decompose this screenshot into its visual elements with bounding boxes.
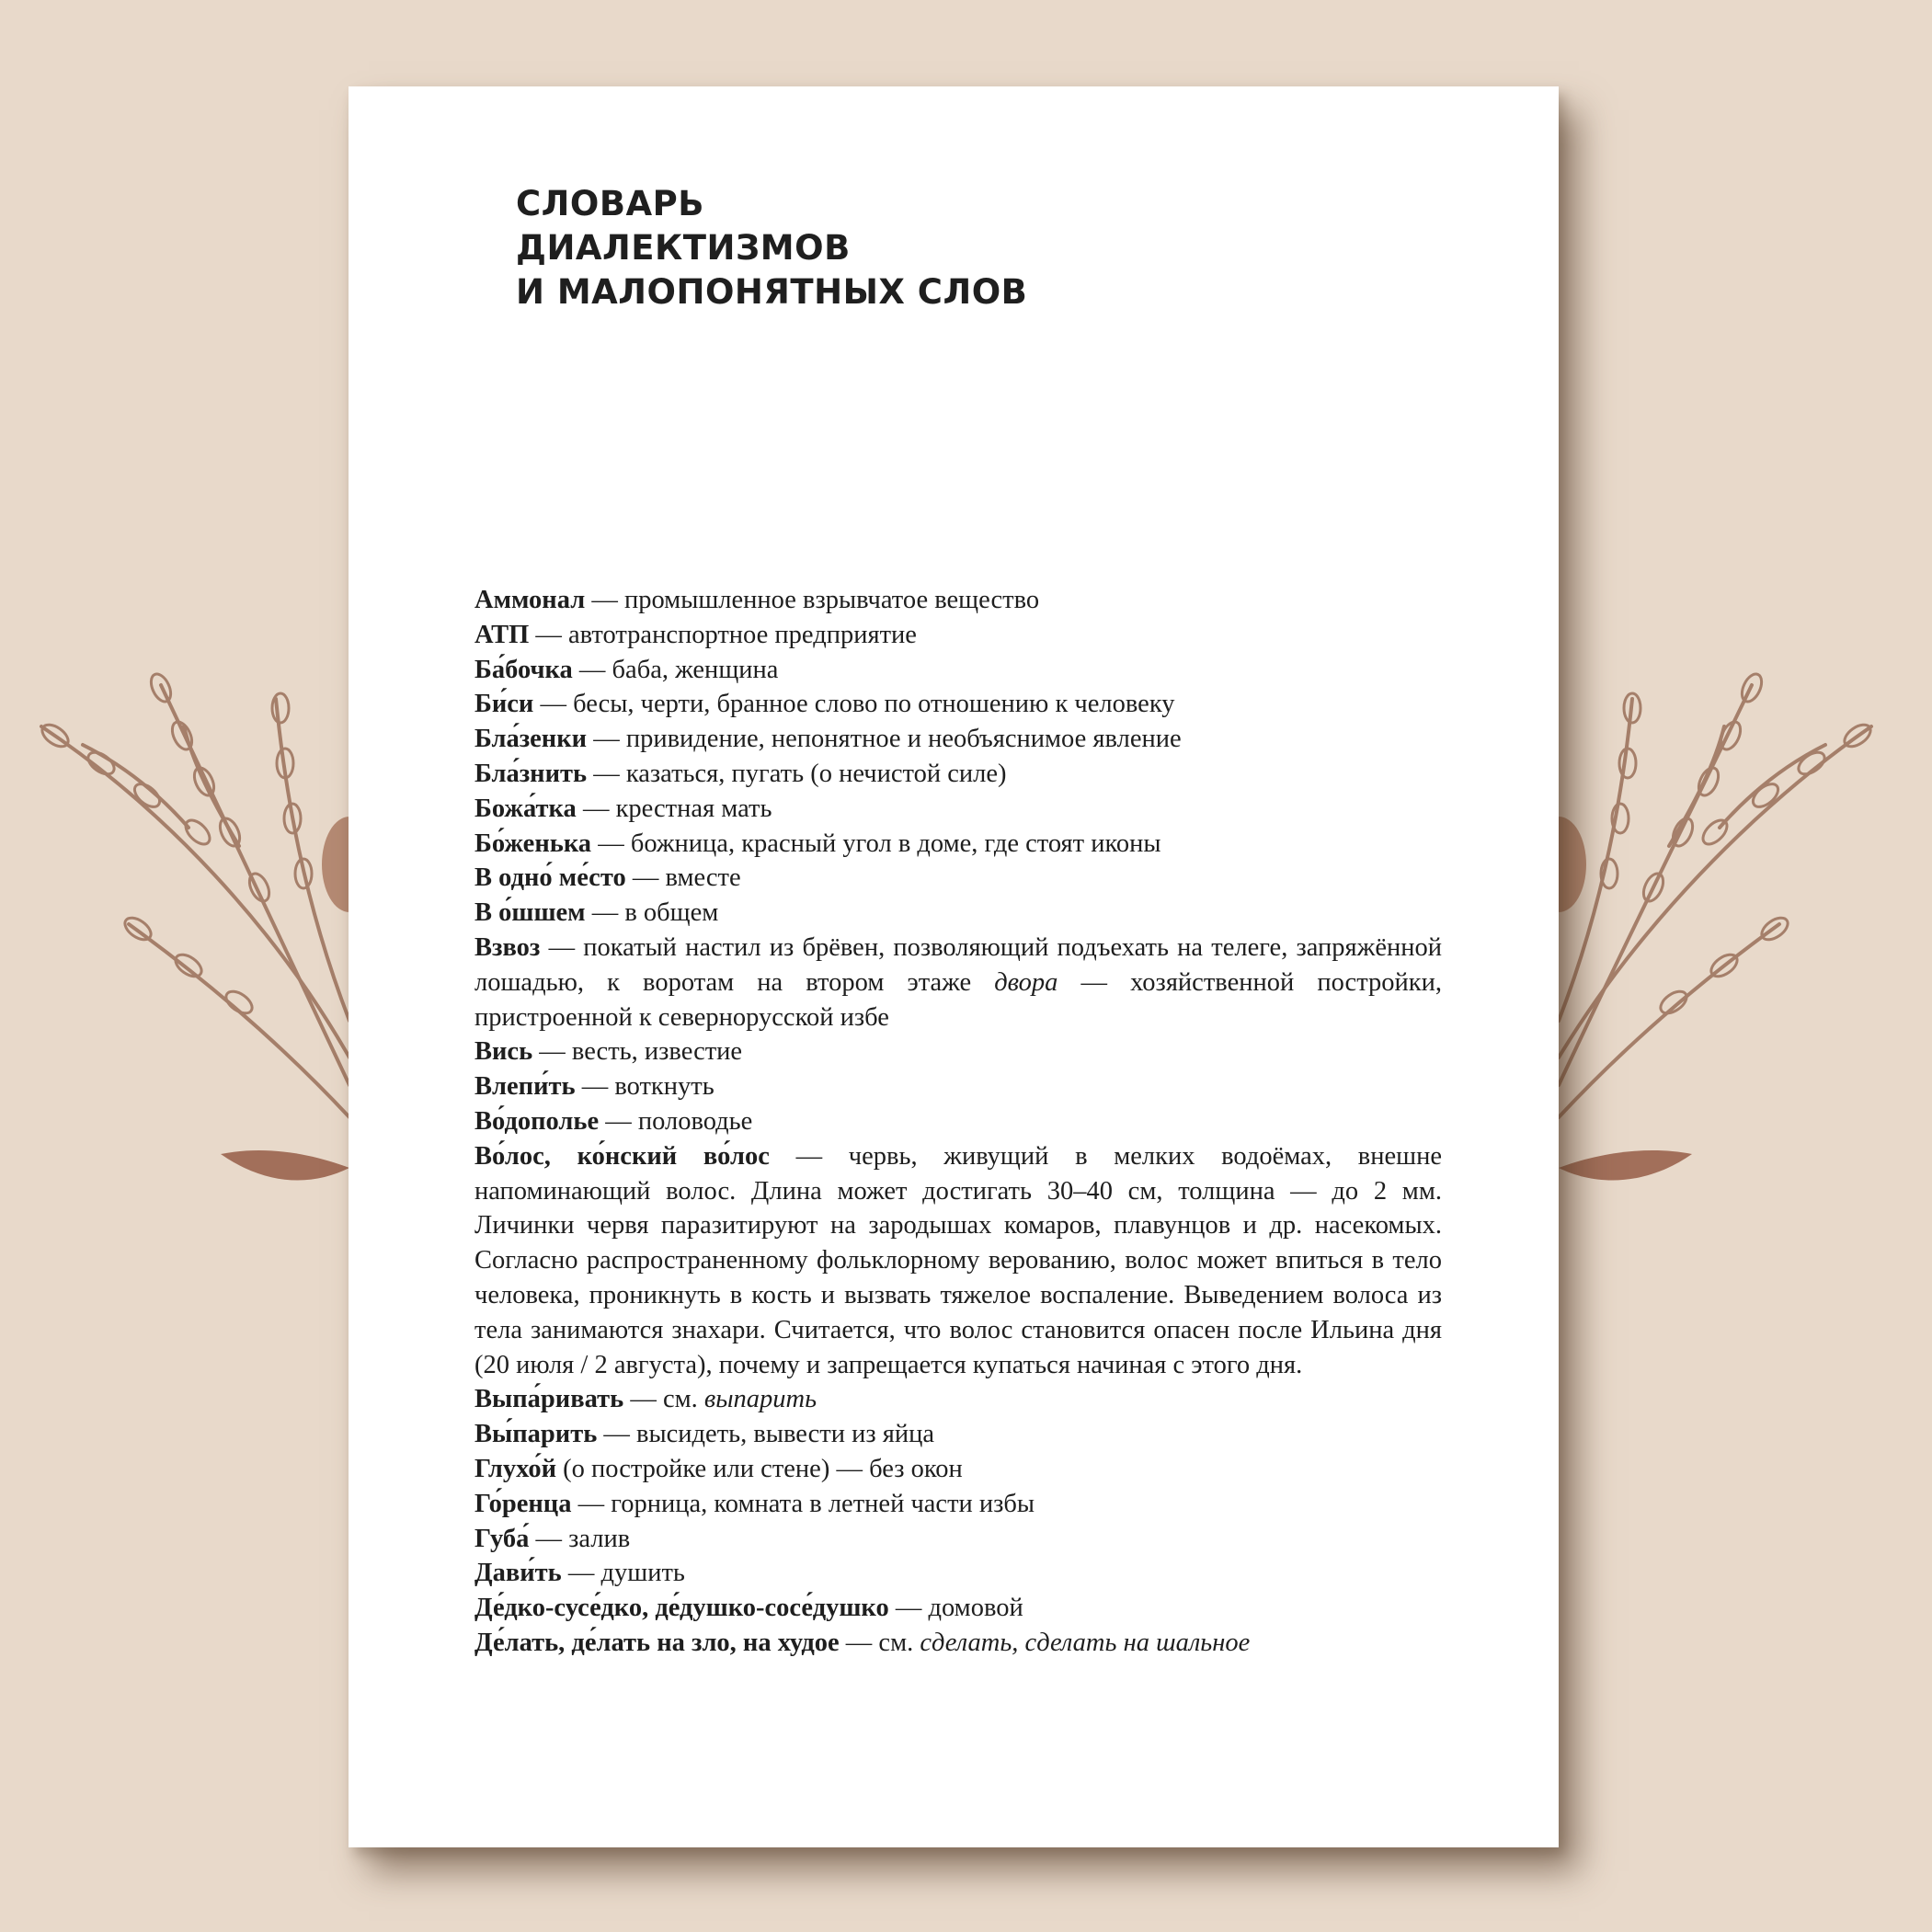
glossary-entry: Во́лос, ко́нский во́лос — червь, живущий в мелких водоёмах, внешне напоминающий волос. Длина может достигать 30–40 см, толщина — до 2 мм. Личинки червя паразитируют на зародышах комаров, плавунцов и др. насекомых. Согласно распространенному фольклорному верованию, волос может впиться в тело человека, проникнуть в кость и вызвать тяжелое воспаление. Выведением волоса из тела занимаются знахари. Считается, что волос становится опасен после Ильина дня (20 июля / 2 августа), почему и запрещается купаться начиная с этого дня. [474,1141,1442,1379]
glossary-entry: В о́шшем — в общем [474,898,719,928]
title-line: И МАЛОПОНЯТНЫХ СЛОВ [516,272,1028,312]
glossary-entry: Де́лать, де́лать на зло, на худое — см. сделать, сделать на шальное [474,1628,1251,1657]
glossary-entry: Взвоз — покатый настил из брёвен, позволяющий подъехать на телеге, запряжённой лошадью, к воротам на втором этаже двора — хозяйственной постройки, пристроенной к севернорусской избе [474,932,1442,1032]
glossary-entry: Во́дополье — половодье [474,1106,753,1136]
glossary-list [474,583,1442,1661]
glossary-entry: Би́си — бесы, черти, бранное слово по отношению к человеку [474,690,1175,719]
glossary-entry: Вы́парить — высидеть, вывести из яйца [474,1420,935,1449]
glossary-entry: Глухо́й (о постройке или стене) — без окон [474,1454,963,1483]
title-line: ДИАЛЕКТИЗМОВ [516,228,851,268]
glossary-entry: АТП — автотранспортное предприятие [474,620,917,649]
glossary-entry: Ба́бочка — баба, женщина [474,655,779,684]
page-title [516,182,1027,314]
title-line: СЛОВАРЬ [516,184,704,223]
glossary-entry: Вись — весть, известие [474,1037,743,1067]
glossary-entry: Влепи́ть — воткнуть [474,1072,714,1102]
glossary-entry: В одно́ ме́сто — вместе [474,863,741,893]
glossary-entry: Де́дко-сусе́дко, де́душко-сосе́душко — домовой [474,1594,1023,1623]
glossary-entry: Губа́ — залив [474,1524,631,1553]
glossary-entry: Божа́тка — крестная мать [474,794,772,823]
glossary-entry: Аммонал — промышленное взрывчатое вещество [474,586,1040,614]
glossary-entry: Дави́ть — душить [474,1559,685,1588]
book-page [349,86,1559,1847]
glossary-entry: Бла́зенки — привидение, непонятное и необъяснимое явление [474,725,1182,754]
glossary-entry: Бо́женька — божница, красный угол в доме, где стоят иконы [474,829,1161,858]
glossary-entry: Го́ренца — горница, комната в летней части избы [474,1489,1035,1518]
glossary-entry: Бла́знить — казаться, пугать (о нечистой силе) [474,759,1007,788]
glossary-entry: Выпа́ривать — см. выпарить [474,1385,817,1414]
